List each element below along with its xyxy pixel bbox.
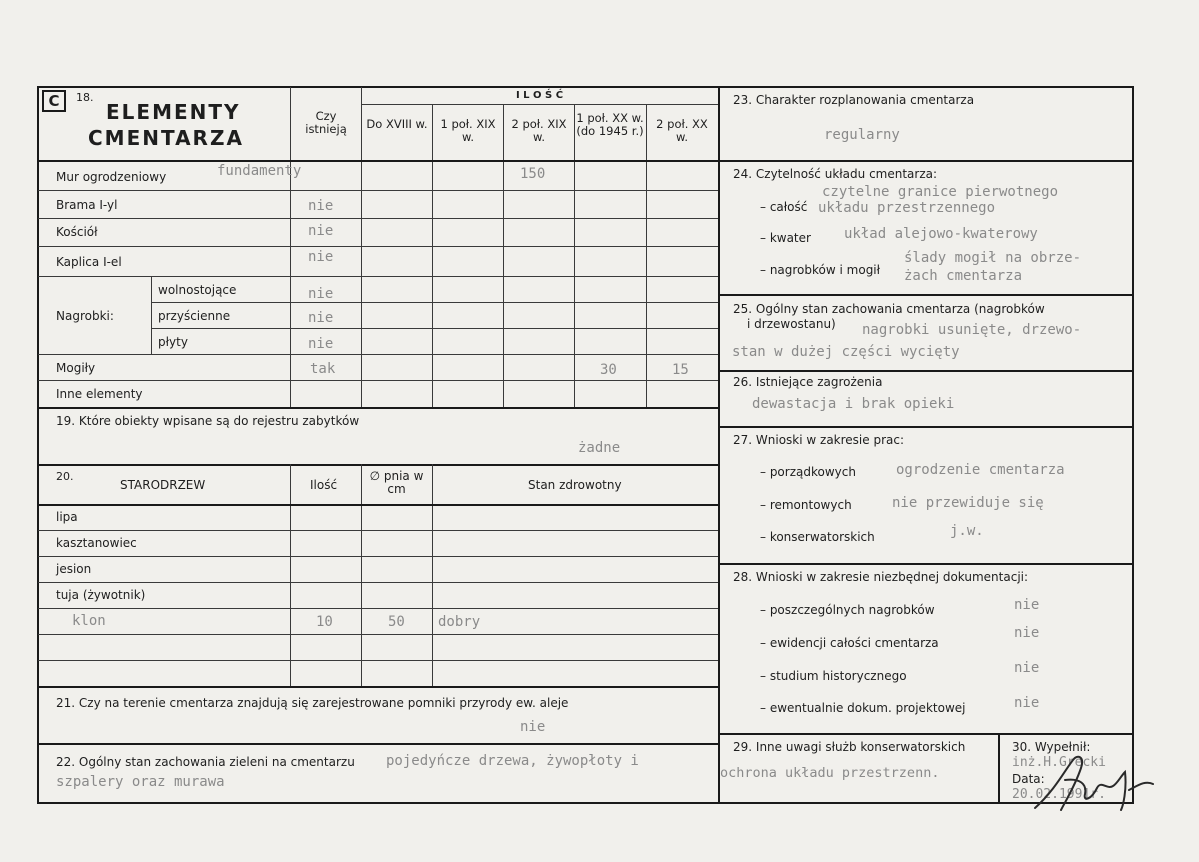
section-24-label: 24. Czytelność układu cmentarza: <box>733 167 938 181</box>
section-title: CMENTARZA <box>88 126 244 150</box>
row-label: Inne elementy <box>56 387 143 401</box>
typed-value: nie <box>308 310 334 326</box>
column-header-exists: Czy istnieją <box>305 109 347 136</box>
section-30-label: 30. Wypełnił: <box>1012 740 1091 754</box>
typed-value: ogrodzenie cmentarza <box>896 462 1065 478</box>
grid-line <box>290 87 291 407</box>
tree-name: kasztanowiec <box>56 536 137 550</box>
grid-line <box>718 733 1134 735</box>
grid-line <box>38 743 718 745</box>
typed-value: ślady mogił na obrze- <box>904 250 1082 266</box>
grid-line <box>38 634 718 635</box>
typed-value: nie <box>308 223 334 239</box>
row-label: Mur ogrodzeniowy <box>56 170 167 184</box>
typed-value: układ alejowo-kwaterowy <box>844 226 1038 242</box>
row-sublabel: – porządkowych <box>760 465 856 479</box>
grid-line <box>38 276 718 277</box>
typed-value: nie <box>1014 625 1040 641</box>
grid-line <box>503 104 504 407</box>
typed-value: nie <box>1014 695 1040 711</box>
row-sublabel: płyty <box>158 335 188 349</box>
typed-value: nie <box>308 336 334 352</box>
section-22-label: 22. Ogólny stan zachowania zieleni na cmentarzu <box>56 755 355 769</box>
row-sublabel: – całość <box>760 200 808 214</box>
typed-value: 50 <box>388 614 405 630</box>
grid-line <box>718 563 1134 565</box>
tree-name: jesion <box>56 562 92 576</box>
column-header: Stan zdrowotny <box>528 478 622 492</box>
grid-line <box>38 190 718 191</box>
typed-value: układu przestrzennego <box>818 200 996 216</box>
grid-line <box>646 104 647 407</box>
section-25-label: i drzewostanu) <box>747 317 836 331</box>
row-sublabel: – konserwatorskich <box>760 530 875 544</box>
grid-line <box>151 328 718 329</box>
grid-line <box>432 104 433 407</box>
card-letter-box: C <box>42 90 66 112</box>
grid-line <box>38 608 718 609</box>
grid-line <box>718 370 1134 372</box>
typed-value: tak <box>310 361 336 377</box>
typed-value: klon <box>72 613 106 629</box>
typed-value: pojedyńcze drzewa, żywopłoty i <box>386 753 639 769</box>
grid-line <box>38 660 718 661</box>
grid-line <box>718 426 1134 428</box>
section-25-label: 25. Ogólny stan zachowania cmentarza (nagrobków <box>733 302 1045 316</box>
typed-value: dewastacja i brak opieki <box>752 396 955 412</box>
column-header: 2 poł. XIX w. <box>511 117 567 144</box>
typed-value: 10 <box>316 614 333 630</box>
section-20-title: STARODRZEW <box>120 478 206 492</box>
grid-line <box>361 87 362 407</box>
grid-line <box>718 294 1134 296</box>
grid-line <box>290 464 291 686</box>
section-19-label: 19. Które obiekty wpisane są do rejestru zabytków <box>56 414 360 428</box>
typed-value: 15 <box>672 362 689 378</box>
date-label: Data: <box>1012 772 1045 786</box>
typed-value: nie <box>520 719 546 735</box>
signature-icon <box>1025 750 1165 820</box>
section-29-label: 29. Inne uwagi służb konserwatorskich <box>733 740 966 754</box>
grid-line <box>361 464 362 686</box>
row-label: Brama I-yl <box>56 198 118 212</box>
grid-line <box>38 380 718 381</box>
row-sublabel: – studium historycznego <box>760 669 907 683</box>
typed-value: 30 <box>600 362 617 378</box>
grid-line <box>38 582 718 583</box>
grid-line <box>151 276 152 354</box>
typed-value: dobry <box>438 614 481 630</box>
section-title: ELEMENTY <box>106 100 241 124</box>
tree-name: lipa <box>56 510 78 524</box>
row-label: Kościół <box>56 225 98 239</box>
typed-value: inż.H.Grecki <box>1012 755 1106 770</box>
grid-line <box>574 104 575 407</box>
grid-line <box>718 160 1134 162</box>
grid-line <box>432 464 433 686</box>
grid-line <box>38 530 718 531</box>
typed-value: nie przewiduje się <box>892 495 1044 511</box>
typed-value: żadne <box>578 440 621 456</box>
tree-name: tuja (żywotnik) <box>56 588 146 602</box>
column-header: ∅ pnia w cm <box>369 469 424 496</box>
typed-value: ochrona układu przestrzenn. <box>720 765 940 781</box>
section-28-label: 28. Wnioski w zakresie niezbędnej dokumentacji: <box>733 570 1029 584</box>
grid-line <box>38 160 718 162</box>
row-label: Nagrobki: <box>56 309 114 323</box>
column-header: 2 poł. XX w. <box>656 117 708 144</box>
typed-value: fundamenty <box>217 163 302 179</box>
grid-line <box>38 464 718 466</box>
section-27-label: 27. Wnioski w zakresie prac: <box>733 433 905 447</box>
typed-value: j.w. <box>950 523 984 539</box>
typed-value: nie <box>308 286 334 302</box>
column-header: 1 poł. XX w. (do 1945 r.) <box>576 111 644 138</box>
section-number: 20. <box>56 470 74 483</box>
typed-value: nie <box>1014 597 1040 613</box>
typed-value: żach cmentarza <box>904 268 1023 284</box>
typed-value: czytelne granice pierwotnego <box>822 184 1059 200</box>
typed-value: nie <box>308 198 334 214</box>
row-sublabel: wolnostojące <box>158 283 237 297</box>
column-header: 1 poł. XIX w. <box>440 117 496 144</box>
typed-value: nie <box>1014 660 1040 676</box>
row-sublabel: – remontowych <box>760 498 852 512</box>
grid-line <box>38 686 718 688</box>
typed-value: regularny <box>824 127 900 143</box>
typed-value: stan w dużej części wycięty <box>732 344 960 360</box>
row-sublabel: – kwater <box>760 231 811 245</box>
section-number: 18. <box>76 91 94 104</box>
row-sublabel: przyścienne <box>158 309 231 323</box>
grid-line <box>38 246 718 247</box>
typed-value: 150 <box>520 166 546 182</box>
grid-line <box>151 302 718 303</box>
column-divider <box>718 87 720 804</box>
typed-value: 20.02.1991r. <box>1012 787 1106 802</box>
grid-line <box>361 104 718 105</box>
section-26-label: 26. Istniejące zagrożenia <box>733 375 883 389</box>
grid-line <box>38 354 718 355</box>
row-sublabel: – ewentualnie dokum. projektowej <box>760 701 966 715</box>
row-sublabel: – ewidencji całości cmentarza <box>760 636 939 650</box>
grid-line <box>38 407 718 409</box>
section-23-label: 23. Charakter rozplanowania cmentarza <box>733 93 975 107</box>
quantity-header: I L O Ś Ć <box>515 90 564 101</box>
typed-value: nie <box>308 249 334 265</box>
row-label: Kaplica I-el <box>56 255 122 269</box>
grid-line <box>38 504 718 506</box>
row-sublabel: – poszczególnych nagrobków <box>760 603 935 617</box>
section-21-label: 21. Czy na terenie cmentarza znajdują się zarejestrowane pomniki przyrody ew. aleje <box>56 696 569 710</box>
row-sublabel: – nagrobków i mogił <box>760 263 881 277</box>
grid-line <box>998 733 1000 804</box>
row-label: Mogiły <box>56 361 96 375</box>
grid-line <box>38 218 718 219</box>
column-header: Ilość <box>310 478 338 492</box>
grid-line <box>38 556 718 557</box>
typed-value: nagrobki usunięte, drzewo- <box>862 322 1082 338</box>
typed-value: szpalery oraz murawa <box>56 774 225 790</box>
column-header: Do XVIII w. <box>366 117 428 131</box>
